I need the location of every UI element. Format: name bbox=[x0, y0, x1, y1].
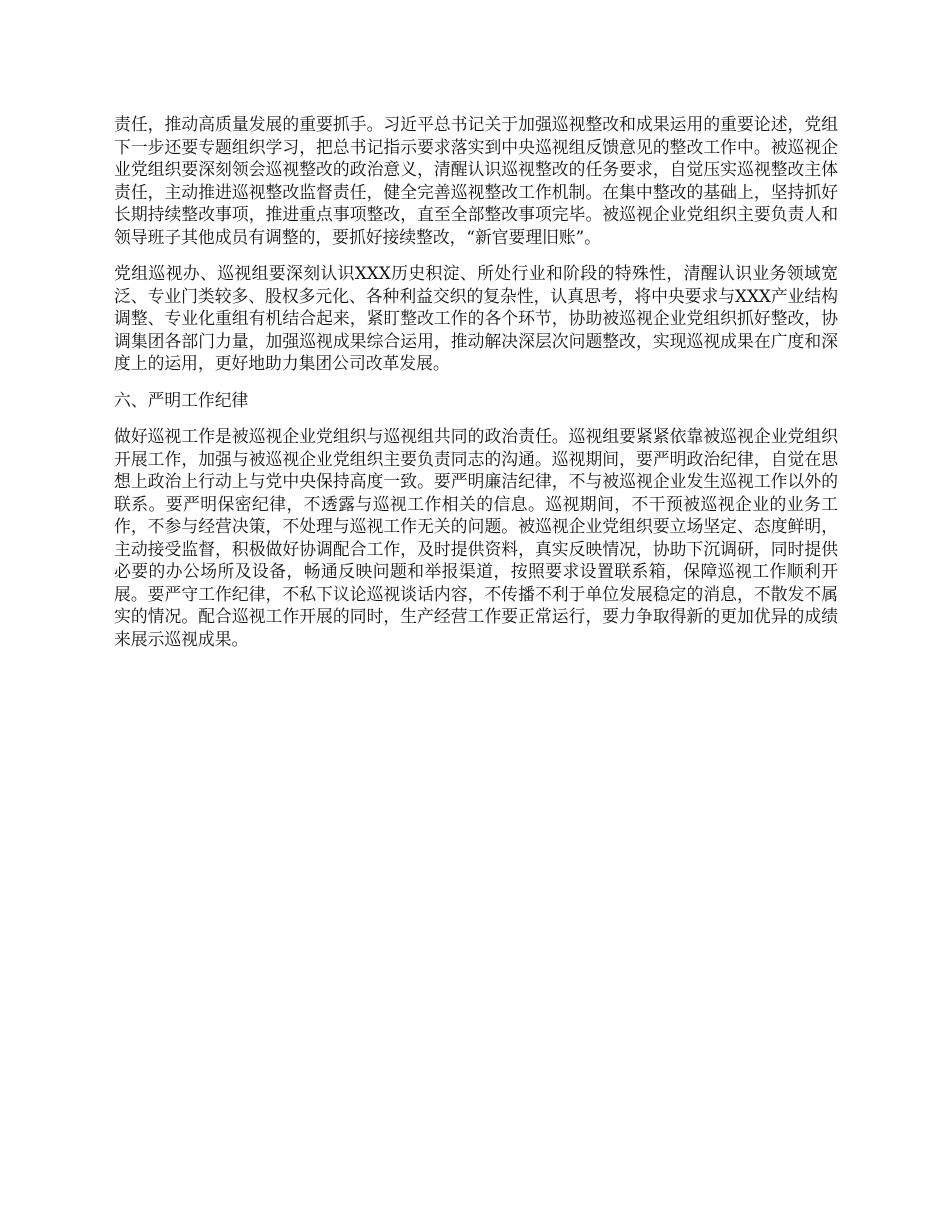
paragraph-rectification-responsibility: 责任，推动高质量发展的重要抓手。习近平总书记关于加强巡视整改和成果运用的重要论述，党组下一步还要专题组织学习，把总书记指示要求落实到中央巡视组反馈意见的整改工作中。被巡视企业党组织要深刻领会巡视整改的政治意义，清醒认识巡视整改的任务要求，自觉压实巡视整改主体责任，主动推进巡视整改监督责任，健全完善巡视整改工作机制。在集中整改的基础上，坚持抓好长期持续整改事项，推进重点事项整改，直至全部整改事项完毕。被巡视企业党组织主要负责人和领导班子其他成员有调整的，要抓好接续整改，“新官要理旧账”。 bbox=[114, 114, 838, 247]
document-page bbox=[114, 113, 838, 664]
paragraph-inspection-office: 党组巡视办、巡视组要深刻认识XXX历史积淀、所处行业和阶段的特殊性，清醒认识业务领域宽泛、专业门类较多、股权多元化、各种利益交织的复杂性，认真思考，将中央要求与XXX产业结构调整、专业化重组有机结合起来，紧盯整改工作的各个环节，协助被巡视企业党组织抓好整改，协调集团各部门力量，加强巡视成果综合运用，推动解决深层次问题整改，实现巡视成果在广度和深度上的运用，更好地助力集团公司改革发展。 bbox=[114, 263, 838, 373]
paragraph-work-discipline: 做好巡视工作是被巡视企业党组织与巡视组共同的政治责任。巡视组要紧紧依靠被巡视企业党组织开展工作，加强与被巡视企业党组织主要负责同志的沟通。巡视期间，要严明政治纪律，自觉在思想上政治上行动上与党中央保持高度一致。要严明廉洁纪律，不与被巡视企业发生巡视工作以外的联系。要严明保密纪律，不透露与巡视工作相关的信息。巡视期间，不干预被巡视企业的业务工作，不参与经营决策，不处理与巡视工作无关的问题。被巡视企业党组织要立场坚定、态度鲜明，主动接受监督，积极做好协调配合工作，及时提供资料，真实反映情况，协助下沉调研，同时提供必要的办公场所及设备，畅通反映问题和举报渠道，按照要求设置联系箱，保障巡视工作顺利开展。要严守工作纪律，不私下议论巡视谈话内容，不传播不利于单位发展稳定的消息，不散发不属实的情况。配合巡视工作开展的同时，生产经营工作要正常运行，要力争取得新的更加优异的成绩来展示巡视成果。 bbox=[114, 426, 838, 649]
section-heading-discipline: 六、严明工作纪律 bbox=[114, 389, 249, 410]
